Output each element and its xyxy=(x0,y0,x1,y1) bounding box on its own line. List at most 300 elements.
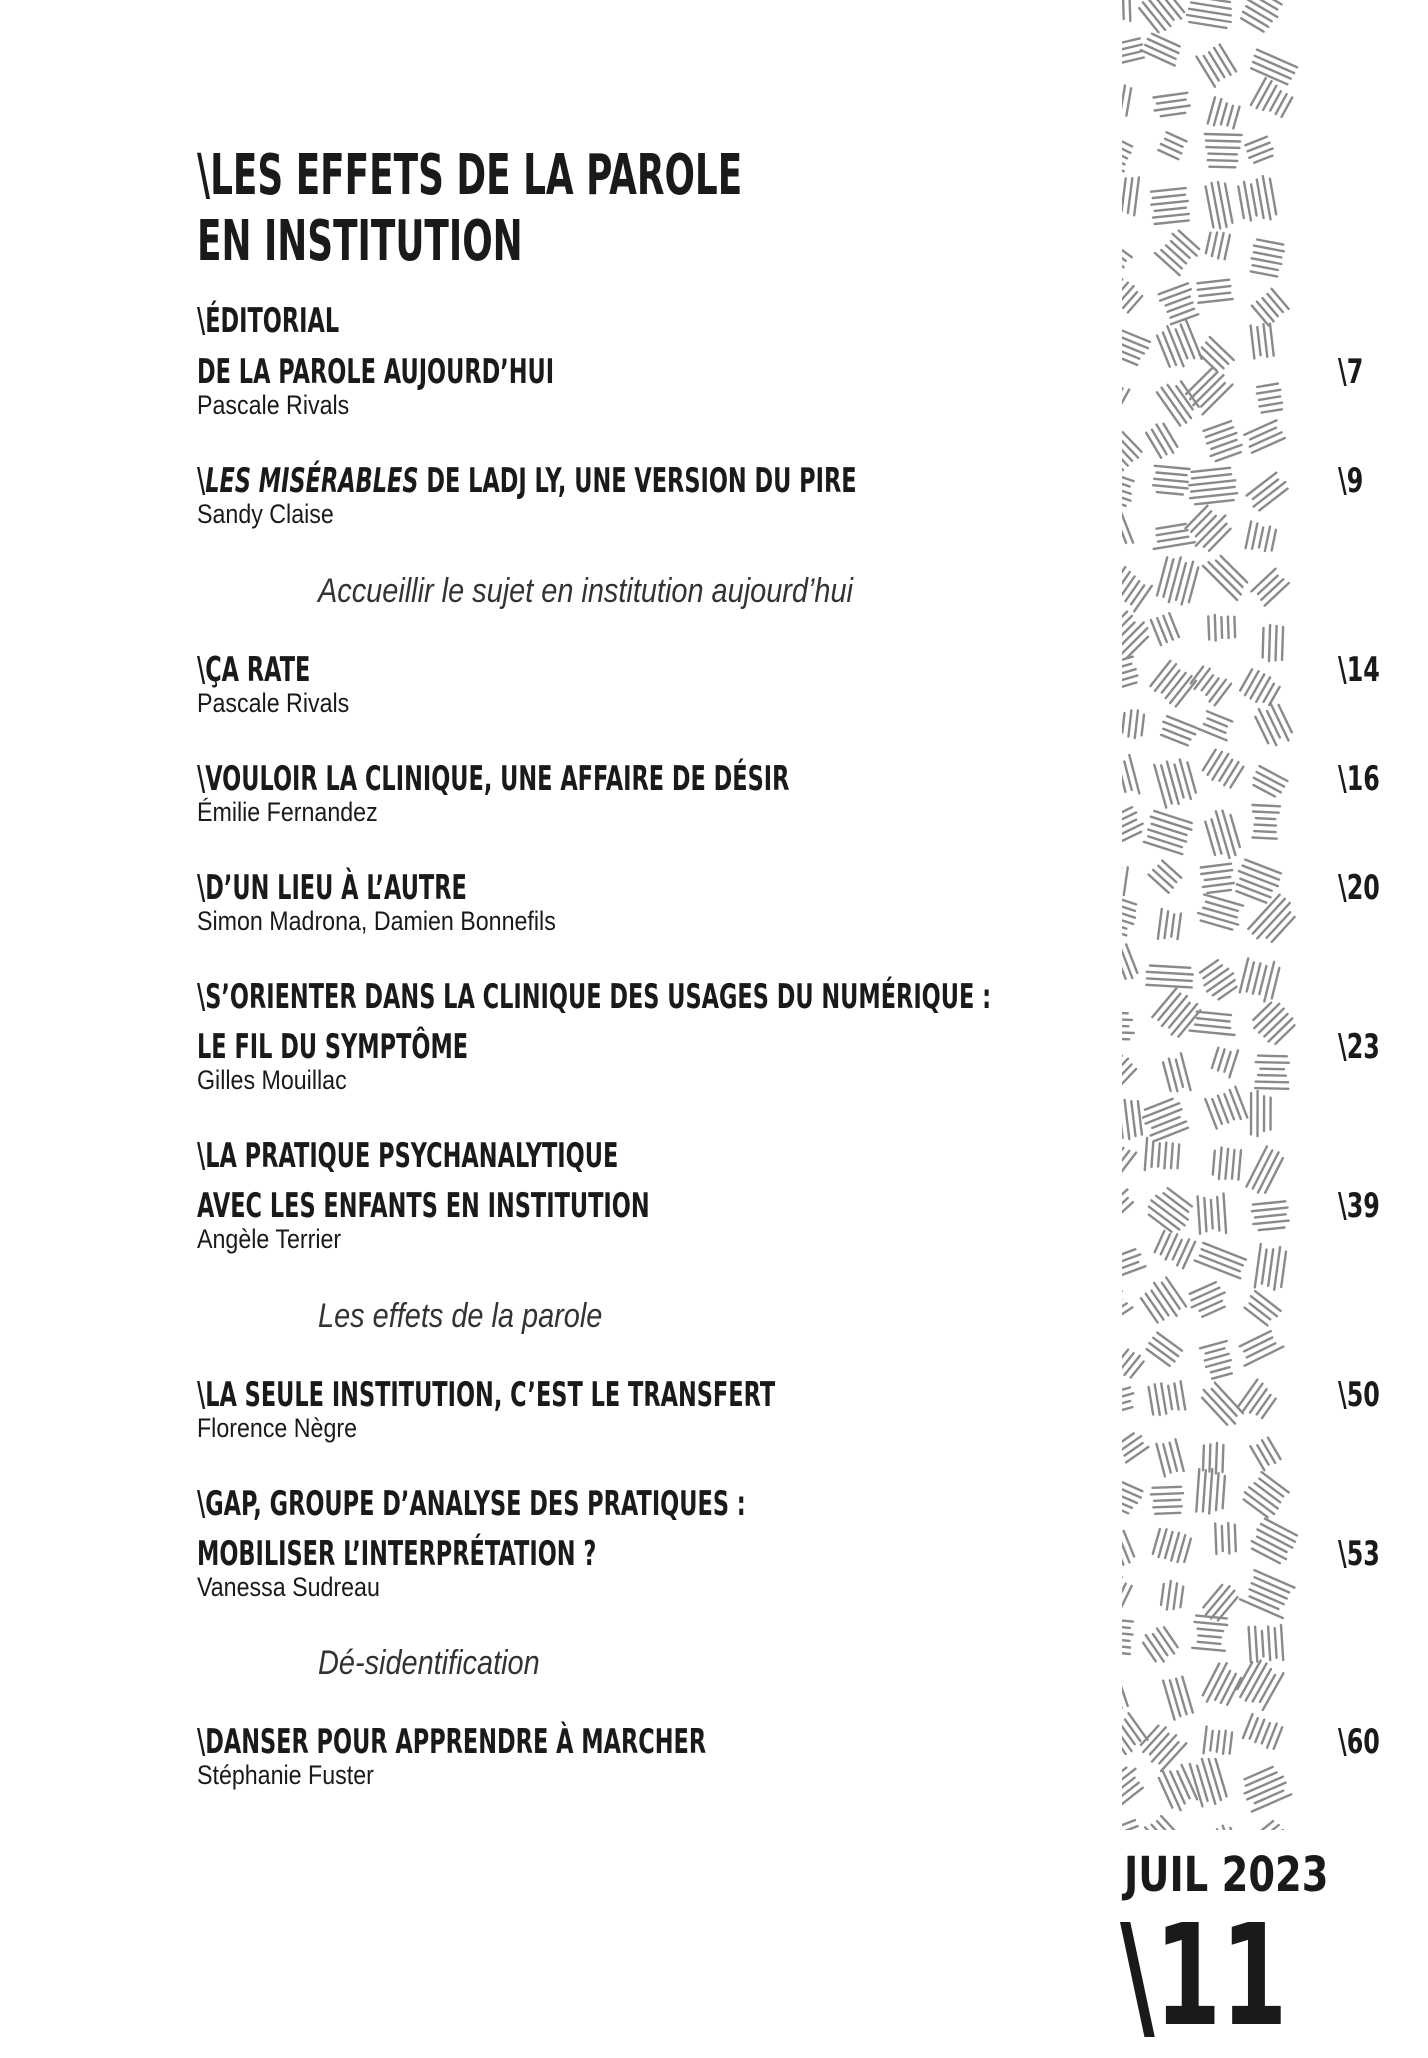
pattern-stroke xyxy=(1122,1025,1128,1026)
pattern-stroke xyxy=(1255,1214,1286,1217)
pattern-stroke xyxy=(1155,220,1189,224)
pattern-stroke xyxy=(1238,187,1244,218)
pattern-stroke xyxy=(1125,1100,1130,1139)
toc-entry-author: Vanessa Sudreau xyxy=(197,1572,380,1602)
pattern-stroke xyxy=(1122,86,1125,117)
pattern-stroke xyxy=(1206,147,1239,148)
pattern-stroke xyxy=(1244,1338,1272,1352)
pattern-stroke xyxy=(1246,6,1271,21)
pattern-stroke xyxy=(1264,324,1268,357)
pattern-stroke xyxy=(1154,479,1188,482)
pattern-stroke xyxy=(1270,179,1276,215)
pattern-stroke xyxy=(1263,176,1271,219)
pattern-stroke xyxy=(1151,1122,1186,1136)
pattern-stroke xyxy=(1146,433,1161,458)
pattern-stroke xyxy=(1122,832,1141,847)
pattern-stroke xyxy=(1158,866,1176,882)
pattern-stroke xyxy=(1198,1629,1224,1631)
pattern-stroke xyxy=(1218,1049,1225,1070)
pattern-stroke xyxy=(1122,683,1137,690)
pattern-stroke xyxy=(1257,327,1260,355)
toc-page-number[interactable]: \9 xyxy=(1338,461,1380,501)
pattern-stroke xyxy=(1247,962,1254,991)
pattern-stroke xyxy=(1254,778,1281,793)
pattern-stroke xyxy=(1190,493,1237,498)
issue-date: JUIL 2023 xyxy=(1124,1848,1328,1902)
pattern-stroke xyxy=(1214,48,1231,75)
pattern-stroke xyxy=(1225,1149,1228,1179)
toc-entry-title[interactable]: \ÇA RATE xyxy=(197,650,310,690)
pattern-stroke xyxy=(1126,88,1131,115)
pattern-stroke xyxy=(1155,1384,1160,1415)
pattern-stroke xyxy=(1122,1676,1128,1706)
editorial-label: \ÉDITORIAL xyxy=(197,301,339,341)
pattern-stroke xyxy=(1187,15,1231,22)
pattern-stroke xyxy=(1176,1060,1183,1087)
pattern-stroke xyxy=(1272,289,1289,309)
pattern-stroke xyxy=(1195,500,1234,504)
pattern-stroke xyxy=(1232,1150,1235,1179)
pattern-stroke xyxy=(1166,245,1186,263)
pattern-stroke xyxy=(1255,1088,1288,1089)
pattern-stroke xyxy=(1195,1025,1230,1029)
pattern-stroke xyxy=(1228,617,1229,638)
pattern-stroke xyxy=(1251,271,1277,276)
pattern-stroke xyxy=(1254,252,1282,257)
pattern-stroke xyxy=(1244,1499,1268,1517)
pattern-stroke xyxy=(1245,860,1281,874)
pattern-stroke xyxy=(1161,1384,1166,1414)
toc-entry-title[interactable]: \LA SEULE INSTITUTION, C’EST LE TRANSFERT xyxy=(197,1375,775,1415)
pattern-stroke xyxy=(1201,870,1232,874)
pattern-stroke xyxy=(1222,1526,1223,1551)
pattern-stroke xyxy=(1122,240,1132,257)
pattern-stroke xyxy=(1154,1500,1180,1501)
pattern-stroke xyxy=(1155,1513,1180,1514)
toc-entry-title[interactable]: \DANSER POUR APPRENDRE À MARCHER xyxy=(197,1722,706,1762)
pattern-stroke xyxy=(1257,1537,1286,1552)
pattern-stroke xyxy=(1247,1343,1276,1357)
pattern-stroke xyxy=(1201,864,1231,868)
pattern-stroke xyxy=(1130,0,1131,21)
pattern-stroke xyxy=(1153,1506,1181,1507)
pattern-stroke xyxy=(1246,1772,1277,1785)
pattern-stroke xyxy=(1203,1664,1219,1696)
pattern-stroke xyxy=(1208,752,1222,775)
pattern-stroke xyxy=(1228,1523,1229,1553)
pattern-stroke xyxy=(1212,1048,1218,1068)
pattern-stroke xyxy=(1122,1644,1130,1647)
pattern-stroke xyxy=(1161,1584,1164,1605)
pattern-stroke xyxy=(1134,178,1139,216)
pattern-stroke xyxy=(1217,1197,1219,1231)
pattern-stroke xyxy=(1182,562,1193,605)
pattern-stroke xyxy=(1184,1539,1191,1562)
pattern-stroke xyxy=(1165,1532,1172,1558)
pattern-stroke xyxy=(1122,713,1124,733)
section-heading: Dé-sidentification xyxy=(318,1643,540,1683)
pattern-stroke xyxy=(1147,1349,1170,1366)
pattern-stroke xyxy=(1189,22,1226,28)
pattern-stroke xyxy=(1224,1194,1227,1234)
pattern-stroke xyxy=(1262,1440,1275,1463)
toc-entry-author: Gilles Mouillac xyxy=(197,1065,347,1095)
pattern-stroke xyxy=(1245,671,1259,695)
pattern-stroke xyxy=(1122,1788,1143,1808)
pattern-stroke xyxy=(1250,1389,1267,1412)
pattern-stroke xyxy=(1262,1631,1264,1657)
pattern-stroke xyxy=(1152,1142,1154,1167)
pattern-stroke xyxy=(1191,3,1231,9)
pattern-stroke xyxy=(1200,1341,1227,1348)
pattern-stroke xyxy=(1208,617,1209,640)
toc-entry-title-italic: LES MISÉRABLES xyxy=(205,461,418,501)
pattern-stroke xyxy=(1122,495,1126,506)
pattern-stroke xyxy=(1202,1249,1243,1265)
pattern-stroke xyxy=(1158,909,1162,939)
pattern-stroke xyxy=(1237,1662,1252,1689)
toc-page-number[interactable]: \50 xyxy=(1338,1375,1380,1415)
toc-entry-author: Florence Nègre xyxy=(197,1413,357,1443)
pattern-stroke xyxy=(1203,1585,1222,1608)
toc-entry-author: Angèle Terrier xyxy=(197,1224,341,1254)
pattern-stroke xyxy=(1211,1200,1213,1228)
pattern-stroke xyxy=(1143,1103,1179,1117)
pattern-stroke xyxy=(1162,670,1180,692)
toc-page-number[interactable]: \39 xyxy=(1338,1186,1380,1226)
pattern-stroke xyxy=(1257,180,1264,218)
pattern-stroke xyxy=(1171,1533,1179,1561)
pattern-stroke xyxy=(1164,424,1178,447)
pattern-stroke xyxy=(1253,1201,1285,1204)
pattern-stroke xyxy=(1259,396,1280,400)
pattern-stroke xyxy=(1215,615,1216,641)
pattern-stroke xyxy=(1138,1101,1142,1134)
toc-entry-title[interactable]: \D’UN LIEU À L’AUTRE xyxy=(197,868,467,908)
pattern-stroke xyxy=(1208,718,1227,726)
pattern-stroke xyxy=(1203,1470,1206,1511)
pattern-stroke xyxy=(1122,897,1136,905)
pattern-stroke xyxy=(1254,831,1275,832)
pattern-stroke xyxy=(1167,762,1179,804)
pattern-stroke xyxy=(1237,884,1271,897)
pattern-stroke xyxy=(1256,1062,1289,1063)
toc-entry-title-line2[interactable]: LE FIL DU SYMPTÔME xyxy=(197,1027,468,1067)
pattern-stroke xyxy=(1191,511,1211,532)
pattern-stroke xyxy=(1253,899,1285,934)
pattern-stroke xyxy=(1154,542,1195,549)
pattern-stroke xyxy=(1165,911,1169,938)
pattern-stroke xyxy=(1219,1148,1222,1180)
pattern-stroke xyxy=(1122,160,1124,172)
pattern-stroke xyxy=(1122,432,1141,452)
pattern-stroke xyxy=(1163,722,1195,735)
pattern-stroke xyxy=(1199,293,1230,296)
pattern-stroke xyxy=(1128,711,1131,737)
pattern-stroke xyxy=(1213,980,1235,995)
pattern-stroke xyxy=(1167,326,1183,366)
pattern-stroke xyxy=(1190,1031,1235,1035)
pattern-stroke xyxy=(1252,438,1285,453)
pattern-stroke xyxy=(1145,45,1175,59)
toc-entry-title[interactable] xyxy=(197,461,857,501)
pattern-stroke xyxy=(1155,208,1186,211)
pattern-stroke xyxy=(1157,1333,1182,1351)
pattern-stroke xyxy=(1212,754,1228,780)
pattern-stroke xyxy=(1235,1525,1236,1552)
pattern-stroke xyxy=(1153,214,1189,218)
pattern-stroke xyxy=(1205,969,1229,986)
pattern-stroke xyxy=(1227,1678,1241,1705)
pattern-stroke xyxy=(1152,1291,1169,1316)
pattern-stroke xyxy=(1221,104,1227,125)
pattern-stroke xyxy=(1164,1627,1178,1647)
toc-entry-title-line2[interactable]: AVEC LES ENFANTS EN INSTITUTION xyxy=(197,1186,650,1226)
pattern-stroke xyxy=(1159,1742,1178,1763)
pattern-stroke xyxy=(1147,972,1193,975)
pattern-stroke xyxy=(1250,1303,1271,1319)
pattern-stroke xyxy=(1197,280,1229,284)
pattern-stroke xyxy=(1208,154,1237,155)
pattern-stroke xyxy=(1206,233,1211,254)
pattern-stroke xyxy=(1171,1144,1173,1169)
pattern-stroke xyxy=(1251,78,1266,105)
toc-entry-author: Pascale Rivals xyxy=(197,688,349,718)
pattern-stroke xyxy=(1204,56,1219,81)
pattern-stroke xyxy=(1227,106,1233,126)
pattern-stroke xyxy=(1167,1581,1171,1610)
pattern-stroke xyxy=(1254,156,1272,163)
toc-entry-title-line2[interactable]: MOBILISER L’INTERPRÉTATION ? xyxy=(197,1534,596,1574)
pattern-stroke xyxy=(1257,903,1290,938)
pattern-stroke xyxy=(1122,1625,1130,1628)
toc-entry-author: Stéphanie Fuster xyxy=(197,1760,374,1790)
pattern-stroke xyxy=(1263,298,1278,316)
pattern-stroke xyxy=(1208,97,1215,123)
pattern-stroke xyxy=(1125,581,1139,601)
pattern-stroke xyxy=(1122,1202,1133,1221)
pattern-stroke xyxy=(1152,34,1180,47)
pattern-stroke xyxy=(1169,557,1181,602)
pattern-stroke xyxy=(1208,160,1238,161)
pattern-stroke xyxy=(1243,12,1268,27)
pattern-stroke xyxy=(1155,106,1190,111)
pattern-stroke xyxy=(1235,1087,1247,1118)
pattern-stroke xyxy=(1154,811,1191,823)
pattern-stroke xyxy=(1210,680,1226,702)
pattern-stroke xyxy=(1223,1476,1225,1508)
pattern-stroke xyxy=(1223,1731,1226,1754)
pattern-stroke xyxy=(1126,1447,1148,1463)
toc-page-number[interactable]: \53 xyxy=(1338,1534,1380,1574)
pattern-stroke xyxy=(1221,1674,1236,1703)
pattern-stroke xyxy=(1260,1069,1284,1070)
pattern-stroke xyxy=(1245,1308,1268,1326)
page-title-line2: EN INSTITUTION xyxy=(197,209,523,274)
pattern-stroke xyxy=(1211,1367,1230,1372)
pattern-stroke xyxy=(1122,1826,1138,1830)
pattern-stroke xyxy=(1198,1642,1221,1644)
pattern-stroke xyxy=(1164,1142,1166,1168)
pattern-stroke xyxy=(1203,566,1237,600)
pattern-stroke xyxy=(1196,516,1216,536)
pattern-stroke xyxy=(1251,184,1257,215)
pattern-stroke xyxy=(1149,875,1169,893)
pattern-stroke xyxy=(1255,1244,1261,1288)
pattern-stroke xyxy=(1198,1196,1201,1234)
pattern-stroke xyxy=(1163,1444,1170,1472)
pattern-stroke xyxy=(1147,978,1192,981)
pattern-stroke xyxy=(1124,762,1131,791)
pattern-stroke xyxy=(1153,870,1173,888)
pattern-stroke xyxy=(1122,1103,1123,1138)
pattern-stroke xyxy=(1149,1215,1172,1232)
pattern-stroke xyxy=(1153,1487,1182,1488)
pattern-stroke xyxy=(1189,9,1231,16)
pattern-stroke xyxy=(1262,1723,1270,1743)
pattern-stroke xyxy=(1219,760,1232,781)
pattern-stroke xyxy=(1170,1772,1184,1804)
pattern-stroke xyxy=(1213,1151,1215,1175)
toc-page-number[interactable]: \20 xyxy=(1338,868,1380,908)
pattern-stroke xyxy=(1209,1759,1221,1800)
toc-entry-title[interactable]: DE LA PAROLE AUJOURD’HUI xyxy=(197,352,554,392)
pattern-stroke xyxy=(1256,818,1276,819)
pattern-stroke xyxy=(1257,390,1280,394)
pattern-stroke xyxy=(1122,1407,1132,1415)
pattern-stroke xyxy=(1268,1627,1270,1661)
pattern-stroke xyxy=(1265,1519,1297,1536)
toc-page-number[interactable]: \14 xyxy=(1338,650,1380,690)
pattern-stroke xyxy=(1168,1386,1172,1409)
pattern-stroke xyxy=(1216,1443,1217,1474)
section-heading: Les effets de la parole xyxy=(318,1296,602,1336)
pattern-stroke xyxy=(1171,241,1190,258)
pattern-stroke xyxy=(1150,1734,1169,1755)
pattern-stroke xyxy=(1146,985,1191,988)
toc-entry-author: Simon Madrona, Damien Bonnefils xyxy=(197,906,556,936)
pattern-stroke xyxy=(1258,1075,1286,1076)
toc-page-number[interactable]: \16 xyxy=(1338,759,1380,799)
pattern-stroke xyxy=(1189,480,1235,485)
pattern-stroke xyxy=(1245,1767,1273,1779)
pattern-stroke xyxy=(1128,178,1132,213)
pattern-stroke xyxy=(1215,1671,1230,1700)
pattern-stroke xyxy=(1161,113,1186,116)
pattern-stroke xyxy=(1224,1052,1230,1072)
pattern-stroke xyxy=(1244,420,1276,434)
pattern-stroke xyxy=(1225,184,1232,223)
pattern-stroke xyxy=(1255,1791,1283,1803)
pattern-stroke xyxy=(1168,1188,1192,1206)
pattern-stroke xyxy=(1215,1523,1216,1554)
pattern-stroke xyxy=(1199,354,1217,371)
pattern-stroke xyxy=(1203,883,1234,887)
pattern-stroke xyxy=(1246,522,1252,549)
pattern-stroke xyxy=(1131,1101,1135,1136)
pattern-stroke xyxy=(1281,1625,1283,1660)
toc-entry-title[interactable]: \VOULOIR LA CLINIQUE, UNE AFFAIRE DE DÉSIR xyxy=(197,759,789,799)
pattern-stroke xyxy=(1203,1445,1204,1470)
pattern-stroke xyxy=(1154,93,1188,98)
pattern-stroke xyxy=(1270,324,1274,356)
pattern-stroke xyxy=(1192,468,1231,472)
toc-entry-title-line1[interactable]: \LA PRATIQUE PSYCHANALYTIQUE xyxy=(197,1136,618,1176)
issue-number: \11 xyxy=(1120,1902,1287,2052)
pattern-stroke xyxy=(1146,1635,1164,1661)
pattern-stroke xyxy=(1122,390,1129,411)
pattern-stroke xyxy=(1251,68,1287,84)
pattern-stroke xyxy=(1255,1627,1257,1662)
pattern-stroke xyxy=(1122,922,1126,929)
pattern-stroke xyxy=(1206,141,1240,142)
pattern-stroke xyxy=(1254,246,1284,252)
pattern-stroke xyxy=(1253,805,1280,806)
pattern-stroke xyxy=(1207,973,1233,991)
toc-entry-title-line1[interactable]: \GAP, GROUPE D’ANALYSE DES PRATIQUES : xyxy=(197,1484,746,1524)
pattern-stroke xyxy=(1197,1012,1231,1015)
pattern-stroke xyxy=(1178,1144,1180,1168)
pattern-stroke xyxy=(1158,537,1188,542)
pattern-stroke xyxy=(1257,81,1272,108)
pattern-stroke xyxy=(1157,1629,1174,1654)
pattern-stroke xyxy=(1153,485,1187,488)
page-title xyxy=(197,143,742,275)
pattern-stroke xyxy=(1250,432,1282,446)
toc-entry-title-line1[interactable]: \S’ORIENTER DANS LA CLINIQUE DES USAGES DU NUMÉRIQUE : xyxy=(197,977,991,1017)
pattern-stroke xyxy=(1192,1293,1225,1308)
pattern-stroke xyxy=(1252,1583,1287,1598)
pattern-stroke xyxy=(1241,18,1263,31)
pattern-stroke xyxy=(1258,576,1278,594)
pattern-stroke xyxy=(1257,1395,1271,1415)
pattern-stroke xyxy=(1158,1143,1160,1166)
pattern-stroke xyxy=(1212,233,1217,257)
pattern-stroke xyxy=(1265,527,1270,551)
pattern-stroke xyxy=(1253,1221,1288,1225)
pattern-stroke xyxy=(1230,767,1243,788)
pattern-stroke xyxy=(1139,8,1158,32)
toc-entry-title-prefix: \ xyxy=(197,461,205,501)
decorative-pattern-band xyxy=(1122,0,1304,1830)
pattern-stroke xyxy=(1171,914,1174,936)
toc-page-number[interactable]: \23 xyxy=(1338,1027,1380,1067)
pattern-stroke xyxy=(1220,45,1237,72)
toc-page-number[interactable]: \60 xyxy=(1338,1722,1380,1762)
pattern-stroke xyxy=(1210,1445,1211,1472)
pattern-stroke xyxy=(1275,1025,1294,1044)
pattern-stroke xyxy=(1146,1294,1164,1320)
pattern-stroke xyxy=(1122,1307,1132,1325)
pattern-stroke xyxy=(1263,628,1264,658)
pattern-stroke xyxy=(1244,182,1251,221)
pattern-stroke xyxy=(1221,617,1222,638)
pattern-stroke xyxy=(1253,1003,1271,1020)
pattern-stroke xyxy=(1230,1828,1237,1830)
pattern-stroke xyxy=(1181,1381,1186,1409)
pattern-stroke xyxy=(1204,1727,1207,1754)
pattern-stroke xyxy=(1142,715,1144,736)
pattern-stroke xyxy=(1170,1443,1177,1471)
pattern-stroke xyxy=(1261,579,1283,600)
toc-page-number[interactable]: \7 xyxy=(1338,352,1380,392)
pattern-stroke xyxy=(1204,1198,1206,1231)
pattern-stroke xyxy=(1151,1493,1183,1494)
pattern-stroke xyxy=(1180,1587,1183,1608)
pattern-stroke xyxy=(1253,963,1261,993)
pattern-stroke xyxy=(1122,58,1144,68)
pattern-stroke xyxy=(1257,240,1283,245)
